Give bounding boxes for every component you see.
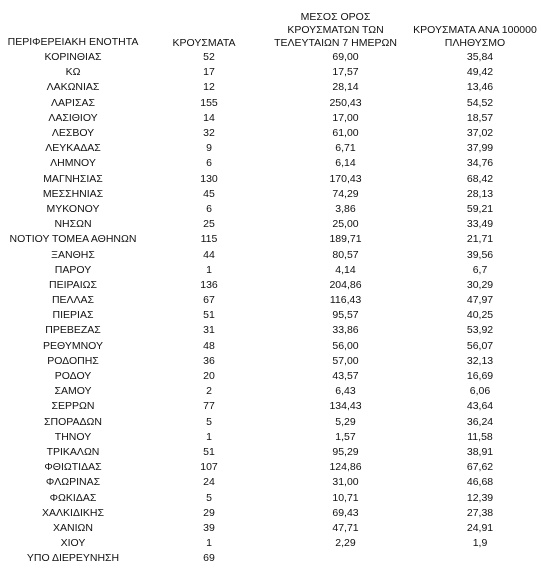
cell-avg: 80,57 (332, 248, 359, 261)
cell-per: 30,29 (466, 278, 494, 291)
cell-cases: 39 (203, 521, 215, 534)
table-row (0, 369, 541, 384)
cell-avg: 31,00 (332, 476, 359, 489)
cell-cases: 17 (203, 66, 215, 79)
cell-avg: 6,71 (335, 142, 356, 155)
table-row (0, 460, 541, 475)
cell-avg: 47,71 (332, 521, 359, 534)
cell-avg: 28,14 (332, 81, 359, 94)
cell-per: 34,76 (466, 157, 494, 170)
cell-region: ΡΕΘΥΜΝΟΥ (42, 339, 103, 352)
cell-per: 43,64 (466, 400, 494, 413)
table-row (0, 339, 541, 354)
cell-per: 68,42 (466, 172, 494, 185)
cell-per: 38,91 (466, 445, 494, 458)
cell-region: ΜΑΓΝΗΣΙΑΣ (43, 172, 103, 185)
cell-avg: 2,29 (335, 537, 356, 550)
cell-per (409, 551, 541, 566)
table-row (0, 490, 541, 505)
cell-cases: 14 (203, 111, 215, 124)
cell-region: ΧΑΝΙΩΝ (53, 521, 93, 534)
cell-per: 28,13 (466, 187, 494, 200)
cell-per: 11,58 (467, 430, 493, 443)
table-row (0, 50, 541, 65)
cell-cases: 44 (203, 248, 215, 261)
cell-cases: 5 (206, 415, 212, 428)
table-row (0, 65, 541, 80)
table-row (0, 399, 541, 414)
cell-avg: 250,43 (329, 96, 362, 109)
cell-cases: 2 (206, 385, 212, 398)
cell-region: ΦΩΚΙΔΑΣ (49, 491, 97, 504)
cell-cases: 155 (200, 96, 218, 109)
header-per-line-2: ΠΛΗΘΥΣΜΟ (444, 37, 506, 49)
cell-cases: 51 (203, 445, 215, 458)
cell-cases: 1 (206, 430, 212, 443)
cell-region: ΠΙΕΡΙΑΣ (52, 309, 94, 322)
cell-cases: 77 (203, 400, 215, 413)
cell-region: ΣΕΡΡΩΝ (51, 400, 95, 413)
table-row (0, 80, 541, 95)
table-header (0, 0, 541, 50)
cell-avg: 56,00 (332, 339, 359, 352)
cell-avg: 74,29 (332, 187, 359, 200)
table-row (0, 126, 541, 141)
table-row (0, 354, 541, 369)
cell-per: 21,71 (466, 233, 494, 246)
cell-avg: 95,29 (332, 445, 359, 458)
table-row (0, 521, 541, 536)
cell-region: ΤΡΙΚΑΛΩΝ (46, 445, 100, 458)
table-row (0, 384, 541, 399)
cell-region: ΧΑΛΚΙΔΙΚΗΣ (42, 506, 104, 519)
table-row (0, 187, 541, 202)
cell-per: 67,62 (466, 461, 494, 474)
table-row (0, 172, 541, 187)
cell-avg: 189,71 (329, 233, 362, 246)
table-row (0, 247, 541, 262)
cell-region: ΛΑΚΩΝΙΑΣ (46, 81, 100, 94)
table-row (0, 506, 541, 521)
header-avg-line-1: ΜΕΣΟΣ ΟΡΟΣ (300, 11, 371, 23)
header-per-100k (409, 0, 541, 50)
cell-region: ΛΕΣΒΟΥ (51, 127, 95, 140)
cell-avg (262, 551, 409, 566)
cell-cases: 51 (203, 309, 215, 322)
cell-region: ΠΕΙΡΑΙΩΣ (49, 278, 97, 291)
cell-region: ΜΕΣΣΗΝΙΑΣ (42, 187, 104, 200)
cell-region: ΦΘΙΩΤΙΔΑΣ (44, 461, 102, 474)
cell-cases: 31 (203, 324, 215, 337)
cell-per: 47,97 (466, 294, 494, 307)
cell-cases: 52 (203, 51, 215, 64)
cell-avg: 57,00 (332, 354, 359, 367)
cell-per: 53,92 (466, 324, 494, 337)
cell-cases: 45 (203, 187, 215, 200)
cell-cases: 12 (203, 81, 215, 94)
cell-cases: 1 (206, 537, 212, 550)
cell-avg: 69,00 (332, 51, 359, 64)
table-row (0, 263, 541, 278)
table-row (0, 415, 541, 430)
cell-per: 39,56 (466, 248, 494, 261)
cell-per: 12,39 (466, 491, 494, 504)
header-avg-7-days (262, 0, 409, 50)
cell-avg: 33,86 (332, 324, 359, 337)
table-row (0, 475, 541, 490)
cell-per: 24,91 (466, 521, 494, 534)
cell-cases: 48 (203, 339, 215, 352)
cell-region: ΝΟΤΙΟΥ ΤΟΜΕΑ ΑΘΗΝΩΝ (9, 233, 137, 246)
cell-region: ΛΕΥΚΑΔΑΣ (45, 142, 101, 155)
cell-avg: 95,57 (332, 309, 359, 322)
cell-per: 18,57 (466, 111, 494, 124)
cell-avg: 43,57 (332, 370, 359, 383)
table-row (0, 308, 541, 323)
cell-per: 6,06 (469, 385, 491, 398)
cell-cases: 36 (203, 354, 215, 367)
cell-region: ΛΗΜΝΟΥ (50, 157, 96, 170)
cell-cases: 67 (203, 294, 215, 307)
cell-region: ΧΙΟΥ (60, 537, 86, 550)
header-region: ΠΕΡΙΦΕΡΕΙΑΚΗ ΕΝΟΤΗΤΑ (7, 36, 139, 48)
cell-region: ΠΡΕΒΕΖΑΣ (45, 324, 101, 337)
cell-region: ΛΑΡΙΣΑΣ (51, 96, 95, 109)
cell-avg: 17,57 (332, 66, 359, 79)
cell-region: ΚΩ (65, 66, 81, 79)
cell-cases: 5 (206, 491, 212, 504)
cell-per: 27,38 (466, 506, 494, 519)
cell-region: ΝΗΣΩΝ (54, 218, 92, 231)
table-row (0, 141, 541, 156)
cell-avg: 61,00 (332, 127, 359, 140)
header-cases: ΚΡΟΥΣΜΑΤΑ (172, 37, 236, 49)
cell-cases: 29 (203, 506, 215, 519)
cell-region: ΞΑΝΘΗΣ (51, 248, 95, 261)
cell-avg: 6,43 (335, 385, 356, 398)
cell-per: 49,42 (466, 66, 494, 79)
header-row (0, 0, 541, 50)
cell-avg: 3,86 (335, 202, 356, 215)
cell-region: ΡΟΔΟΥ (54, 370, 92, 383)
cell-per: 6,7 (472, 263, 488, 276)
table-row (0, 111, 541, 126)
cell-per: 54,52 (466, 96, 494, 109)
header-per-line-1: ΚΡΟΥΣΜΑΤΑ ΑΝΑ 100000 (413, 24, 537, 36)
cell-avg: 5,29 (335, 415, 356, 428)
header-avg-line-3: ΤΕΛΕΥΤΑΙΩΝ 7 ΗΜΕΡΩΝ (274, 37, 397, 49)
table-row (0, 217, 541, 232)
cell-avg: 17,00 (332, 111, 359, 124)
table-body (0, 50, 541, 566)
cell-cases: 136 (200, 278, 218, 291)
cell-region: ΠΑΡΟΥ (54, 263, 92, 276)
table-row (0, 278, 541, 293)
cell-cases: 115 (200, 233, 218, 246)
cell-cases: 25 (203, 218, 215, 231)
cell-avg: 134,43 (329, 400, 362, 413)
cell-avg: 25,00 (332, 218, 359, 231)
cell-per: 36,24 (466, 415, 494, 428)
cell-cases: 107 (200, 461, 218, 474)
cell-per: 56,07 (466, 339, 494, 352)
cell-per: 32,13 (466, 354, 494, 367)
table-row (0, 445, 541, 460)
cell-avg: 69,43 (332, 506, 359, 519)
cell-region: ΛΑΣΙΘΙΟΥ (48, 111, 98, 124)
cell-region: ΣΠΟΡΑΔΩΝ (44, 415, 102, 428)
cell-avg: 6,14 (335, 157, 356, 170)
cell-avg: 116,43 (329, 294, 362, 307)
cell-cases: 24 (203, 476, 215, 489)
table-row (0, 232, 541, 247)
cell-per: 59,21 (466, 202, 494, 215)
cell-cases: 130 (200, 172, 218, 185)
cell-region: ΤΗΝΟΥ (54, 430, 92, 443)
cell-per: 13,46 (466, 81, 494, 94)
cell-cases: 9 (206, 142, 212, 155)
cell-avg: 4,14 (335, 263, 356, 276)
cell-per: 1,9 (472, 537, 488, 550)
cell-cases: 69 (203, 552, 215, 565)
cell-avg: 124,86 (329, 461, 362, 474)
table-row (0, 96, 541, 111)
cell-cases: 6 (206, 202, 212, 215)
table-row (0, 323, 541, 338)
table-row (0, 536, 541, 551)
table-row (0, 430, 541, 445)
cell-per: 46,68 (466, 476, 494, 489)
cell-region: ΡΟΔΟΠΗΣ (47, 354, 99, 367)
cell-per: 37,02 (466, 127, 494, 140)
cell-avg: 10,71 (332, 491, 359, 504)
cell-region: ΚΟΡΙΝΘΙΑΣ (44, 51, 102, 64)
table-row (0, 551, 541, 566)
cell-per: 40,25 (466, 309, 494, 322)
cell-cases: 20 (203, 370, 215, 383)
cell-region: ΣΑΜΟΥ (54, 385, 92, 398)
cell-region: ΜΥΚΟΝΟΥ (46, 202, 100, 215)
cell-cases: 32 (203, 127, 215, 140)
cell-avg: 170,43 (329, 172, 362, 185)
cell-region: ΦΛΩΡΙΝΑΣ (45, 476, 101, 489)
cell-per: 33,49 (466, 218, 494, 231)
cell-per: 16,69 (466, 370, 494, 383)
cell-avg: 204,86 (329, 278, 362, 291)
table-row (0, 202, 541, 217)
header-avg-line-2: ΚΡΟΥΣΜΑΤΩΝ ΤΩΝ (287, 24, 384, 36)
cell-cases: 1 (206, 263, 212, 276)
cell-cases: 6 (206, 157, 212, 170)
table-row (0, 156, 541, 171)
cell-avg: 1,57 (335, 430, 356, 443)
cell-per: 35,84 (466, 51, 494, 64)
cell-region: ΥΠΟ ΔΙΕΡΕΥΝΗΣΗ (26, 552, 120, 565)
cell-per: 37,99 (466, 142, 494, 155)
cell-region: ΠΕΛΛΑΣ (51, 294, 95, 307)
table-row (0, 293, 541, 308)
